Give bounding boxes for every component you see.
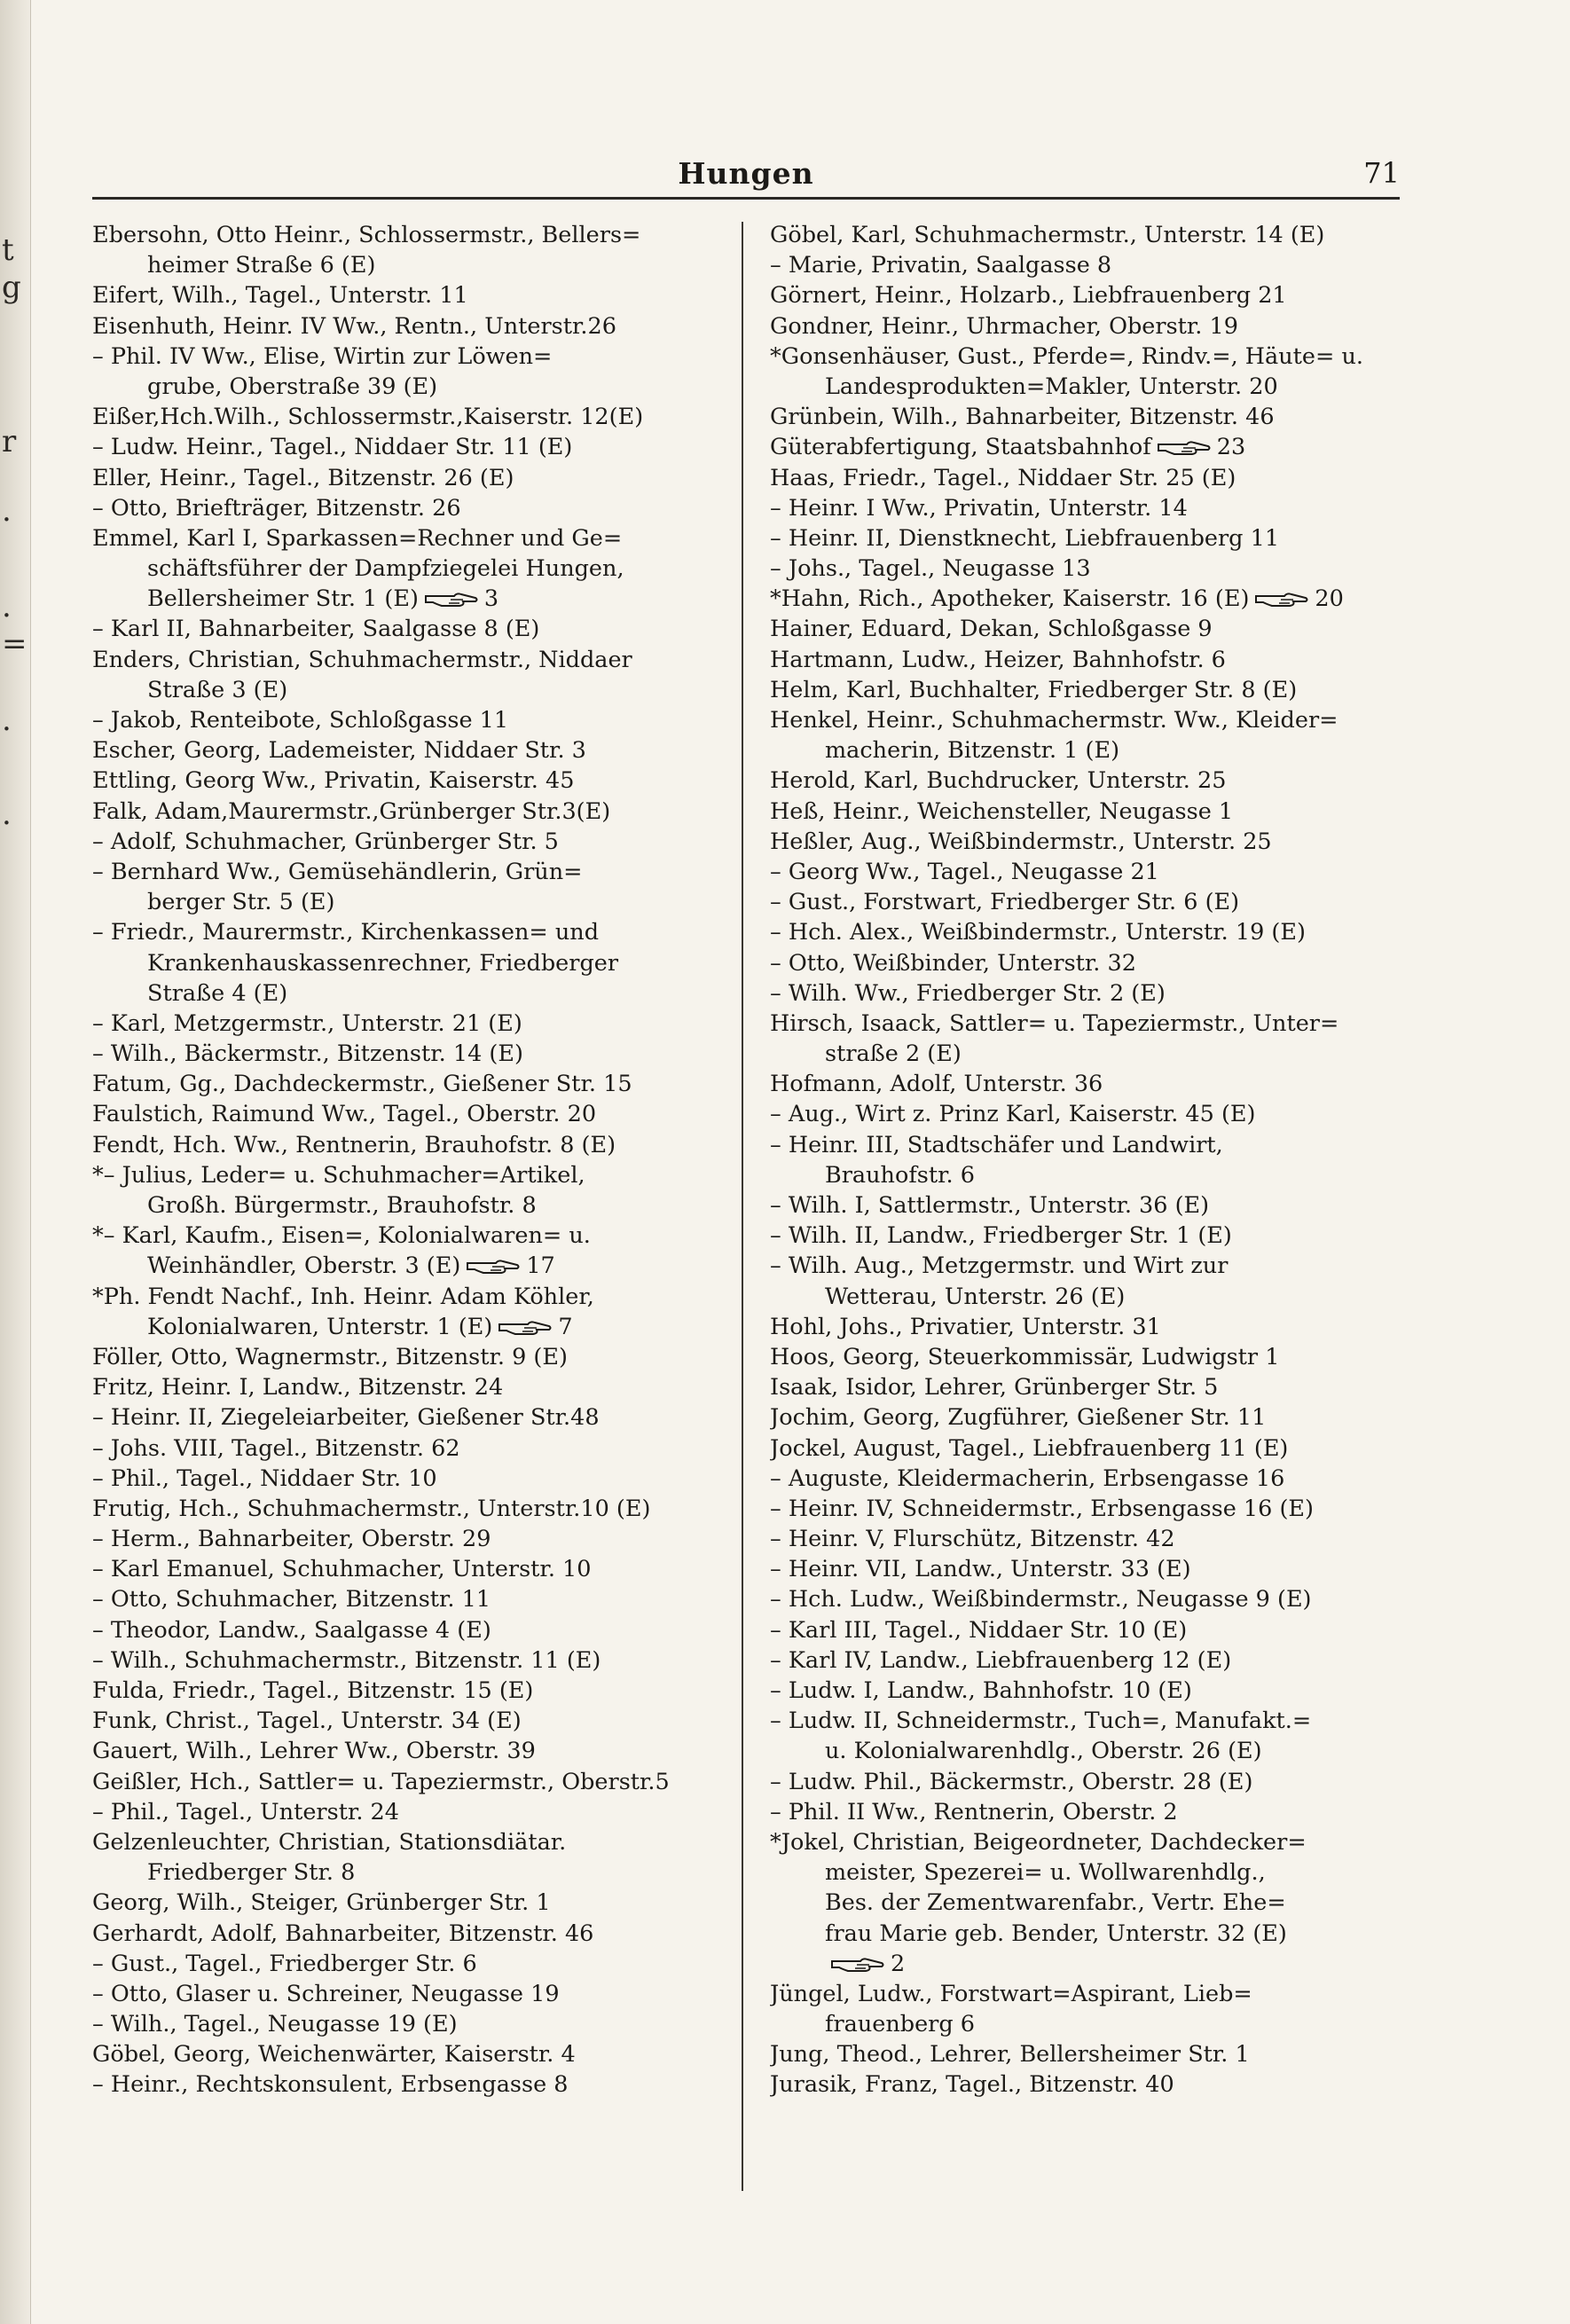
entry-text: Kolonialwaren, Unterstr. 1 (E) bbox=[147, 1313, 493, 1340]
phone-number: 23 bbox=[1216, 434, 1246, 461]
directory-line bbox=[92, 1130, 724, 1160]
entry-text: – Heinr. II, Dienstknecht, Liebfrauenberg 11 bbox=[770, 524, 1280, 552]
directory-line bbox=[770, 250, 1401, 280]
directory-line bbox=[770, 1402, 1401, 1433]
entry-text: Frutig, Hch., Schuhmachermstr., Unterstr.10 (E) bbox=[92, 1495, 651, 1522]
entry-text: *Hahn, Rich., Apotheker, Kaiserstr. 16 (E) bbox=[770, 585, 1250, 613]
entry-text: frauenberg 6 bbox=[825, 2011, 976, 2038]
directory-line bbox=[92, 402, 724, 432]
entry-text: Straße 4 (E) bbox=[147, 979, 288, 1007]
entry-text: heimer Straße 6 (E) bbox=[147, 252, 376, 279]
entry-text: straße 2 (E) bbox=[825, 1040, 962, 1068]
entry-text: – Herm., Bahnarbeiter, Oberstr. 29 bbox=[92, 1526, 491, 1553]
directory-line bbox=[92, 554, 724, 584]
entry-text: Eller, Heinr., Tagel., Bitzenstr. 26 (E) bbox=[92, 464, 514, 491]
entry-text: – Gust., Tagel., Friedberger Str. 6 bbox=[92, 1950, 477, 1977]
directory-line bbox=[92, 250, 724, 280]
directory-line bbox=[770, 584, 1401, 614]
entry-text: – Hch. Ludw., Weißbindermstr., Neugasse 9 (E) bbox=[770, 1586, 1312, 1613]
directory-line bbox=[770, 1736, 1401, 1766]
entry-text: Falk, Adam,Maurermstr.,Grünberger Str.3(E) bbox=[92, 797, 611, 825]
margin-char: = bbox=[2, 626, 27, 662]
entry-text: Eifert, Wilh., Tagel., Unterstr. 11 bbox=[92, 282, 468, 310]
phone-number: 20 bbox=[1315, 585, 1344, 613]
entry-text: – Ludw. Heinr., Tagel., Niddaer Str. 11 (E) bbox=[92, 434, 573, 461]
phone-number: 3 bbox=[483, 585, 499, 613]
directory-line bbox=[92, 463, 724, 493]
entry-text: – Georg Ww., Tagel., Neugasse 21 bbox=[770, 858, 1159, 885]
entry-text: – Otto, Briefträger, Bitzenstr. 26 bbox=[92, 494, 461, 522]
entry-text: – Heinr., Rechtskonsulent, Erbsengasse 8 bbox=[92, 2071, 569, 2099]
margin-char: . bbox=[2, 797, 12, 832]
directory-line bbox=[770, 1312, 1401, 1342]
entry-text: Föller, Otto, Wagnermstr., Bitzenstr. 9 (E) bbox=[92, 1343, 568, 1370]
entry-text: *– Julius, Leder= u. Schuhmacher=Artikel, bbox=[92, 1161, 585, 1189]
margin-char: . bbox=[2, 703, 12, 738]
left-column bbox=[92, 220, 724, 2100]
directory-line bbox=[92, 766, 724, 796]
entry-text: – Ludw. II, Schneidermstr., Tuch=, Manufakt.= bbox=[770, 1708, 1312, 1735]
directory-line bbox=[770, 1949, 1401, 1979]
directory-line bbox=[92, 2009, 724, 2039]
directory-line bbox=[92, 1221, 724, 1251]
entry-text: Grünbein, Wilh., Bahnarbeiter, Bitzenstr. 46 bbox=[770, 404, 1275, 431]
entry-text: – Phil. II Ww., Rentnerin, Oberstr. 2 bbox=[770, 1798, 1178, 1825]
adjacent-page-edge bbox=[0, 0, 31, 2324]
entry-text: Herold, Karl, Buchdrucker, Unterstr. 25 bbox=[770, 767, 1227, 795]
entry-text: – Ludw. I, Landw., Bahnhofstr. 10 (E) bbox=[770, 1677, 1192, 1704]
directory-line bbox=[92, 978, 724, 1009]
directory-line bbox=[92, 614, 724, 644]
entry-text: – Adolf, Schuhmacher, Grünberger Str. 5 bbox=[92, 828, 559, 855]
directory-line bbox=[92, 675, 724, 705]
directory-line bbox=[770, 797, 1401, 827]
entry-text: – Heinr. V, Flurschütz, Bitzenstr. 42 bbox=[770, 1526, 1175, 1553]
entry-text: – Friedr., Maurermstr., Kirchenkassen= und bbox=[92, 919, 600, 946]
directory-line bbox=[770, 1888, 1401, 1918]
entry-text: – Theodor, Landw., Saalgasse 4 (E) bbox=[92, 1616, 491, 1644]
entry-text: Fatum, Gg., Dachdeckermstr., Gießener Str. 15 bbox=[92, 1071, 632, 1098]
entry-text: Fulda, Friedr., Tagel., Bitzenstr. 15 (E) bbox=[92, 1677, 534, 1704]
directory-line bbox=[92, 220, 724, 250]
directory-line bbox=[770, 2069, 1401, 2100]
entry-text: Hofmann, Adolf, Unterstr. 36 bbox=[770, 1071, 1103, 1098]
directory-line bbox=[770, 705, 1401, 735]
entry-text: – Wilh., Bäckermstr., Bitzenstr. 14 (E) bbox=[92, 1040, 523, 1068]
directory-line bbox=[770, 1857, 1401, 1888]
directory-line bbox=[770, 1069, 1401, 1099]
entry-text: Jochim, Georg, Zugführer, Gießener Str. 11 bbox=[770, 1404, 1267, 1432]
directory-line bbox=[770, 280, 1401, 310]
directory-line bbox=[770, 463, 1401, 493]
entry-text: Hartmann, Ludw., Heizer, Bahnhofstr. 6 bbox=[770, 646, 1226, 673]
entry-text: Hirsch, Isaack, Sattler= u. Tapeziermstr., Unter= bbox=[770, 1009, 1339, 1037]
directory-line bbox=[92, 280, 724, 310]
directory-line bbox=[770, 402, 1401, 432]
entry-text: Jüngel, Ludw., Forstwart=Aspirant, Lieb= bbox=[770, 1980, 1252, 2007]
directory-line bbox=[92, 1009, 724, 1039]
page-number: 71 bbox=[1363, 156, 1400, 190]
directory-line bbox=[92, 1645, 724, 1676]
entry-text: Friedberger Str. 8 bbox=[147, 1859, 356, 1887]
directory-line bbox=[92, 2069, 724, 2100]
directory-line bbox=[770, 978, 1401, 1009]
entry-text: – Auguste, Kleidermacherin, Erbsengasse 16 bbox=[770, 1464, 1285, 1492]
entry-text: *Gonsenhäuser, Gust., Pferde=, Rindv.=, Häute= u. bbox=[770, 342, 1364, 370]
directory-line bbox=[92, 1282, 724, 1312]
entry-text: – Otto, Glaser u. Schreiner, Neugasse 19 bbox=[92, 1980, 560, 2007]
entry-text: – Heinr. VII, Landw., Unterstr. 33 (E) bbox=[770, 1556, 1191, 1583]
directory-line bbox=[770, 523, 1401, 554]
directory-line bbox=[770, 2009, 1401, 2039]
entry-text: Jurasik, Franz, Tagel., Bitzenstr. 40 bbox=[770, 2071, 1174, 2099]
entry-text: – Otto, Schuhmacher, Bitzenstr. 11 bbox=[92, 1586, 491, 1613]
entry-text: Emmel, Karl I, Sparkassen=Rechner und Ge= bbox=[92, 524, 623, 552]
entry-text: – Otto, Weißbinder, Unterstr. 32 bbox=[770, 949, 1136, 977]
pointing-hand-icon bbox=[1254, 592, 1309, 608]
directory-line bbox=[92, 1433, 724, 1464]
directory-line bbox=[770, 372, 1401, 402]
directory-line bbox=[92, 1160, 724, 1190]
entry-text: Großh. Bürgermstr., Brauhofstr. 8 bbox=[147, 1192, 537, 1219]
entry-text: Helm, Karl, Buchhalter, Friedberger Str. 8 (E) bbox=[770, 676, 1298, 703]
entry-text: – Marie, Privatin, Saalgasse 8 bbox=[770, 252, 1112, 279]
directory-line bbox=[92, 1827, 724, 1857]
directory-line bbox=[770, 342, 1401, 372]
entry-text: Güterabfertigung, Staatsbahnhof bbox=[770, 434, 1151, 461]
directory-line bbox=[92, 1767, 724, 1797]
directory-line bbox=[92, 735, 724, 766]
entry-text: – Wilh. I, Sattlermstr., Unterstr. 36 (E) bbox=[770, 1192, 1210, 1219]
directory-line bbox=[770, 1645, 1401, 1676]
directory-line bbox=[92, 1494, 724, 1524]
directory-line bbox=[92, 1857, 724, 1888]
directory-line bbox=[770, 1251, 1401, 1281]
directory-line bbox=[770, 1554, 1401, 1584]
entry-text: – Bernhard Ww., Gemüsehändlerin, Grün= bbox=[92, 858, 583, 885]
entry-text: Görnert, Heinr., Holzarb., Liebfrauenberg 21 bbox=[770, 282, 1287, 310]
directory-line bbox=[92, 1251, 724, 1281]
entry-text: – Karl III, Tagel., Niddaer Str. 10 (E) bbox=[770, 1616, 1188, 1644]
entry-text: u. Kolonialwarenhdlg., Oberstr. 26 (E) bbox=[825, 1738, 1262, 1765]
directory-line bbox=[92, 1615, 724, 1645]
entry-text: Gerhardt, Adolf, Bahnarbeiter, Bitzenstr. 46 bbox=[92, 1920, 594, 1947]
entry-text: – Hch. Alex., Weißbindermstr., Unterstr. 19 (E) bbox=[770, 919, 1306, 946]
page-title: Hungen bbox=[678, 156, 814, 191]
entry-text: – Wilh. Aug., Metzgermstr. und Wirt zur bbox=[770, 1252, 1229, 1280]
entry-text: – Wilh. II, Landw., Friedberger Str. 1 (E) bbox=[770, 1222, 1232, 1250]
directory-line bbox=[92, 1979, 724, 2009]
directory-line bbox=[770, 1160, 1401, 1190]
entry-text: Eißer,Hch.Wilh., Schlossermstr.,Kaiserstr. 12(E) bbox=[92, 404, 644, 431]
directory-line bbox=[770, 857, 1401, 887]
entry-text: – Phil., Tagel., Niddaer Str. 10 bbox=[92, 1464, 437, 1492]
directory-line bbox=[770, 917, 1401, 947]
directory-line bbox=[92, 1099, 724, 1129]
entry-text: Hoos, Georg, Steuerkommissär, Ludwigstr 1 bbox=[770, 1343, 1280, 1370]
directory-line bbox=[770, 1464, 1401, 1494]
directory-line bbox=[92, 705, 724, 735]
directory-line bbox=[92, 1372, 724, 1402]
entry-text: macherin, Bitzenstr. 1 (E) bbox=[825, 737, 1120, 765]
phone-number: 2 bbox=[891, 1950, 906, 1977]
directory-line bbox=[92, 1342, 724, 1372]
directory-line bbox=[92, 584, 724, 614]
directory-line bbox=[770, 1797, 1401, 1827]
directory-line bbox=[770, 1039, 1401, 1069]
entry-text: – Wilh., Tagel., Neugasse 19 (E) bbox=[92, 2011, 458, 2038]
directory-line bbox=[92, 1524, 724, 1554]
directory-line bbox=[770, 1767, 1401, 1797]
entry-text: – Heinr. IV, Schneidermstr., Erbsengasse 16 (E) bbox=[770, 1495, 1314, 1522]
margin-char: g bbox=[2, 270, 21, 305]
directory-line bbox=[770, 1433, 1401, 1464]
directory-line bbox=[770, 1706, 1401, 1736]
directory-line bbox=[92, 645, 724, 675]
directory-line bbox=[92, 827, 724, 857]
entry-text: Ettling, Georg Ww., Privatin, Kaiserstr. 45 bbox=[92, 767, 575, 795]
directory-line bbox=[92, 1676, 724, 1706]
directory-line bbox=[770, 1919, 1401, 1949]
entry-text: – Johs., Tagel., Neugasse 13 bbox=[770, 555, 1091, 583]
directory-line bbox=[92, 1554, 724, 1584]
entry-text: Landesprodukten=Makler, Unterstr. 20 bbox=[825, 373, 1278, 400]
entry-text: Heß, Heinr., Weichensteller, Neugasse 1 bbox=[770, 797, 1234, 825]
entry-text: meister, Spezerei= u. Wollwarenhdlg., bbox=[825, 1859, 1266, 1887]
entry-text: – Phil., Tagel., Unterstr. 24 bbox=[92, 1798, 400, 1825]
directory-line bbox=[770, 493, 1401, 523]
entry-text: Heßler, Aug., Weißbindermstr., Unterstr. 25 bbox=[770, 828, 1272, 855]
directory-line bbox=[770, 1190, 1401, 1221]
directory-line bbox=[92, 1464, 724, 1494]
header-rule bbox=[92, 197, 1400, 200]
phone-number: 17 bbox=[526, 1252, 555, 1280]
entry-text: – Karl II, Bahnarbeiter, Saalgasse 8 (E) bbox=[92, 616, 540, 643]
directory-line bbox=[770, 1221, 1401, 1251]
margin-char: . bbox=[2, 493, 12, 529]
directory-line bbox=[92, 523, 724, 554]
entry-text: Göbel, Georg, Weichenwärter, Kaiserstr. 4 bbox=[92, 2041, 576, 2069]
entry-text: – Heinr. I Ww., Privatin, Unterstr. 14 bbox=[770, 494, 1188, 522]
directory-line bbox=[770, 1615, 1401, 1645]
directory-line bbox=[770, 948, 1401, 978]
directory-line bbox=[770, 1282, 1401, 1312]
entry-text: schäftsführer der Dampfziegelei Hungen, bbox=[147, 555, 624, 583]
directory-line bbox=[92, 887, 724, 917]
directory-line bbox=[770, 1130, 1401, 1160]
running-head bbox=[92, 156, 1400, 202]
directory-line bbox=[770, 1524, 1401, 1554]
directory-line bbox=[770, 1009, 1401, 1039]
entry-text: – Heinr. III, Stadtschäfer und Landwirt, bbox=[770, 1131, 1223, 1158]
entry-text: – Karl, Metzgermstr., Unterstr. 21 (E) bbox=[92, 1009, 522, 1037]
entry-text: Ebersohn, Otto Heinr., Schlossermstr., Bellers= bbox=[92, 222, 641, 248]
directory-line bbox=[770, 432, 1401, 462]
entry-text: Brauhofstr. 6 bbox=[825, 1161, 975, 1189]
entry-text: – Gust., Forstwart, Friedberger Str. 6 (E) bbox=[770, 889, 1240, 916]
entry-text: Faulstich, Raimund Ww., Tagel., Oberstr. 20 bbox=[92, 1101, 597, 1128]
directory-line bbox=[770, 1342, 1401, 1372]
directory-line bbox=[770, 1827, 1401, 1857]
entry-text: Hainer, Eduard, Dekan, Schloßgasse 9 bbox=[770, 616, 1213, 643]
entry-text: Bellersheimer Str. 1 (E) bbox=[147, 585, 419, 613]
entry-text: – Karl IV, Landw., Liebfrauenberg 12 (E) bbox=[770, 1646, 1232, 1674]
directory-line bbox=[770, 220, 1401, 250]
directory-line bbox=[770, 1979, 1401, 2009]
entry-text: Straße 3 (E) bbox=[147, 676, 288, 703]
entry-text: – Jakob, Renteibote, Schloßgasse 11 bbox=[92, 707, 509, 734]
entry-text: – Ludw. Phil., Bäckermstr., Oberstr. 28 (E) bbox=[770, 1768, 1253, 1795]
entry-text: Wetterau, Unterstr. 26 (E) bbox=[825, 1283, 1126, 1310]
entry-text: Gondner, Heinr., Uhrmacher, Oberstr. 19 bbox=[770, 312, 1238, 340]
entry-text: – Wilh., Schuhmachermstr., Bitzenstr. 11 (E) bbox=[92, 1646, 601, 1674]
entry-text: Göbel, Karl, Schuhmachermstr., Unterstr. 14 (E) bbox=[770, 222, 1325, 248]
directory-line bbox=[770, 766, 1401, 796]
entry-text: Jockel, August, Tagel., Liebfrauenberg 11 (E) bbox=[770, 1434, 1289, 1462]
entry-text: Geißler, Hch., Sattler= u. Tapeziermstr., Oberstr.5 bbox=[92, 1768, 670, 1795]
directory-line bbox=[770, 1584, 1401, 1614]
entry-text: – Wilh. Ww., Friedberger Str. 2 (E) bbox=[770, 979, 1166, 1007]
entry-text: Krankenhauskassenrechner, Friedberger bbox=[147, 949, 619, 977]
directory-line bbox=[770, 827, 1401, 857]
pointing-hand-icon bbox=[498, 1320, 553, 1336]
directory-line bbox=[770, 614, 1401, 644]
margin-char: r bbox=[2, 424, 17, 459]
entry-text: *– Karl, Kaufm., Eisen=, Kolonialwaren= u. bbox=[92, 1222, 591, 1250]
entry-text: – Heinr. II, Ziegeleiarbeiter, Gießener Str.48 bbox=[92, 1404, 600, 1432]
column-divider bbox=[742, 222, 743, 2191]
right-column bbox=[770, 220, 1401, 2100]
directory-line bbox=[770, 1494, 1401, 1524]
entry-text: berger Str. 5 (E) bbox=[147, 889, 335, 916]
directory-line bbox=[92, 1888, 724, 1918]
directory-line bbox=[92, 432, 724, 462]
directory-line bbox=[770, 311, 1401, 342]
directory-line bbox=[92, 857, 724, 887]
directory-page bbox=[92, 0, 1400, 2324]
entry-text: *Ph. Fendt Nachf., Inh. Heinr. Adam Köhler, bbox=[92, 1283, 594, 1310]
margin-char: t bbox=[2, 232, 14, 268]
directory-line bbox=[92, 797, 724, 827]
entry-text: Funk, Christ., Tagel., Unterstr. 34 (E) bbox=[92, 1708, 522, 1735]
directory-line bbox=[92, 1949, 724, 1979]
directory-line bbox=[92, 311, 724, 342]
entry-text: Georg, Wilh., Steiger, Grünberger Str. 1 bbox=[92, 1889, 551, 1917]
directory-line bbox=[770, 645, 1401, 675]
directory-line bbox=[92, 493, 724, 523]
entry-text: Jung, Theod., Lehrer, Bellersheimer Str. 1 bbox=[770, 2041, 1250, 2069]
directory-line bbox=[92, 1402, 724, 1433]
directory-line bbox=[770, 1372, 1401, 1402]
directory-line bbox=[92, 1736, 724, 1766]
entry-text: Haas, Friedr., Tagel., Niddaer Str. 25 (E) bbox=[770, 464, 1236, 491]
directory-line bbox=[92, 1797, 724, 1827]
entry-text: Isaak, Isidor, Lehrer, Grünberger Str. 5 bbox=[770, 1374, 1219, 1401]
entry-text: Escher, Georg, Lademeister, Niddaer Str. 3 bbox=[92, 737, 586, 765]
directory-line bbox=[770, 554, 1401, 584]
directory-line bbox=[92, 1190, 724, 1221]
directory-line bbox=[92, 1706, 724, 1736]
entry-text: Gelzenleuchter, Christian, Stationsdiätar. bbox=[92, 1828, 567, 1856]
entry-text: – Aug., Wirt z. Prinz Karl, Kaiserstr. 45 (E) bbox=[770, 1101, 1256, 1128]
entry-text: Eisenhuth, Heinr. IV Ww., Rentn., Unterstr.26 bbox=[92, 312, 616, 340]
margin-char: . bbox=[2, 589, 12, 624]
entry-text: Fendt, Hch. Ww., Rentnerin, Brauhofstr. 8 (E) bbox=[92, 1131, 616, 1158]
directory-line bbox=[92, 917, 724, 947]
directory-line bbox=[770, 1676, 1401, 1706]
entry-text: Bes. der Zementwarenfabr., Vertr. Ehe= bbox=[825, 1889, 1286, 1917]
directory-line bbox=[92, 2039, 724, 2069]
phone-number: 7 bbox=[558, 1313, 573, 1340]
entry-text: Gauert, Wilh., Lehrer Ww., Oberstr. 39 bbox=[92, 1738, 536, 1765]
directory-line bbox=[770, 887, 1401, 917]
entry-text: grube, Oberstraße 39 (E) bbox=[147, 373, 438, 400]
entry-text: frau Marie geb. Bender, Unterstr. 32 (E) bbox=[825, 1920, 1287, 1947]
entry-text: – Karl Emanuel, Schuhmacher, Unterstr. 10 bbox=[92, 1556, 592, 1583]
entry-text: *Jokel, Christian, Beigeordneter, Dachdecker= bbox=[770, 1828, 1307, 1856]
directory-line bbox=[92, 342, 724, 372]
entry-text: – Johs. VIII, Tagel., Bitzenstr. 62 bbox=[92, 1434, 460, 1462]
directory-line bbox=[92, 948, 724, 978]
directory-line bbox=[92, 1312, 724, 1342]
directory-line bbox=[770, 735, 1401, 766]
pointing-hand-icon bbox=[1157, 440, 1212, 456]
entry-text: – Phil. IV Ww., Elise, Wirtin zur Löwen= bbox=[92, 342, 553, 370]
entry-text: Fritz, Heinr. I, Landw., Bitzenstr. 24 bbox=[92, 1374, 504, 1401]
entry-text: Enders, Christian, Schuhmachermstr., Niddaer bbox=[92, 646, 632, 673]
pointing-hand-icon bbox=[830, 1957, 885, 1973]
directory-line bbox=[770, 675, 1401, 705]
directory-line bbox=[770, 1099, 1401, 1129]
directory-line bbox=[92, 1919, 724, 1949]
directory-line bbox=[92, 372, 724, 402]
directory-line bbox=[92, 1039, 724, 1069]
entry-text: Henkel, Heinr., Schuhmachermstr. Ww., Kleider= bbox=[770, 707, 1338, 734]
entry-text: Hohl, Johs., Privatier, Unterstr. 31 bbox=[770, 1313, 1161, 1340]
directory-line bbox=[92, 1069, 724, 1099]
pointing-hand-icon bbox=[466, 1259, 521, 1275]
entry-text: Weinhändler, Oberstr. 3 (E) bbox=[147, 1252, 461, 1280]
pointing-hand-icon bbox=[424, 592, 479, 608]
directory-line bbox=[770, 2039, 1401, 2069]
directory-line bbox=[92, 1584, 724, 1614]
